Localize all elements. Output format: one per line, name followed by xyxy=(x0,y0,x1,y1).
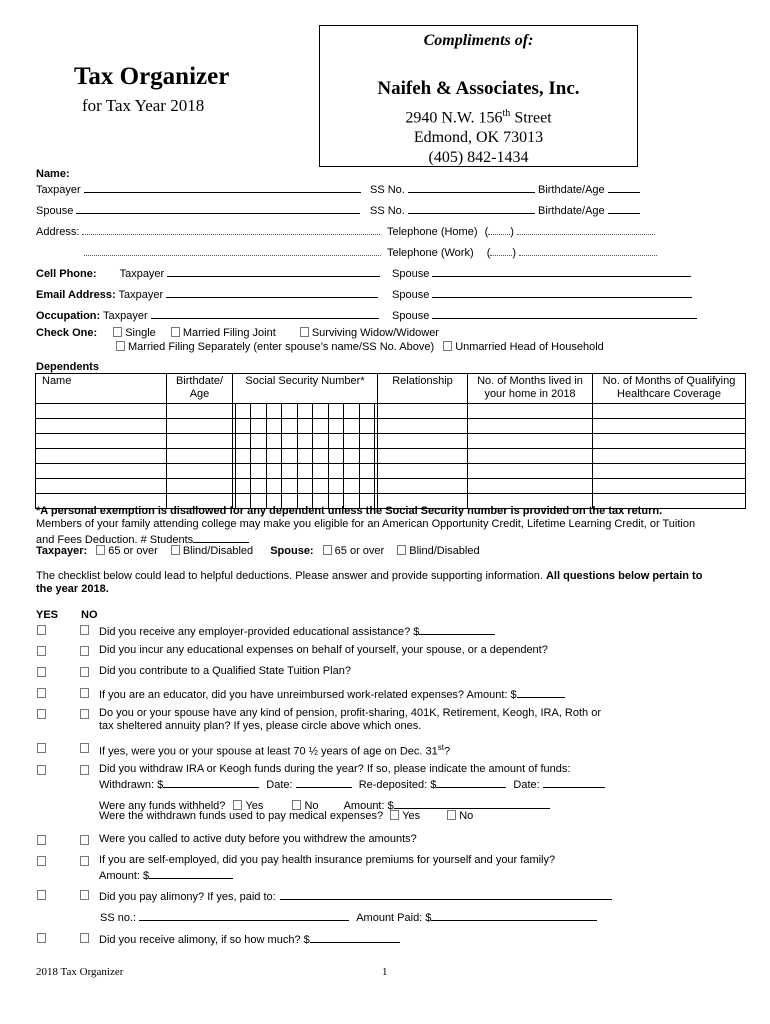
q5-pension-line-2: tax sheltered annuity plan? If yes, please circle above which ones. xyxy=(99,720,422,732)
q4-amount-field[interactable] xyxy=(517,686,565,698)
ssn-digit-box[interactable] xyxy=(266,449,281,463)
q10-yes-checkbox[interactable] xyxy=(37,890,46,900)
q8-no-checkbox[interactable] xyxy=(80,835,89,845)
taxpayer-label: Taxpayer xyxy=(36,184,81,196)
spouse-65-label: 65 or over xyxy=(334,545,385,557)
q9-yes-checkbox[interactable] xyxy=(37,856,46,866)
ssn-digit-box[interactable] xyxy=(250,449,265,463)
age-blind-row xyxy=(36,545,480,557)
ssn-digit-box[interactable] xyxy=(235,464,250,478)
q2-educational-expenses: Did you incur any educational expenses on behalf of yourself, your spouse, or a dependent? xyxy=(99,644,548,656)
q1-text: Did you receive any employer-provided educational assistance? $ xyxy=(99,626,420,638)
withdrawn-date-label: Date: xyxy=(266,779,293,791)
withheld-amount-label: Amount: $ xyxy=(343,800,394,812)
occupation-spouse-row xyxy=(392,307,697,322)
ssn-digit-box[interactable] xyxy=(359,419,375,433)
ssn-digit-box[interactable] xyxy=(343,479,358,493)
dependent-cell[interactable] xyxy=(36,464,167,479)
dependent-cell[interactable] xyxy=(36,479,167,494)
q6-yes-checkbox[interactable] xyxy=(37,743,46,753)
ssn-digit-box[interactable] xyxy=(235,419,250,433)
tel-work-area-field[interactable] xyxy=(490,244,512,256)
medical-label: Were the withdrawn funds used to pay medical expenses? xyxy=(99,810,384,822)
compliments-box xyxy=(319,25,638,167)
q11-alimony-received xyxy=(99,931,400,947)
single-checkbox[interactable] xyxy=(113,327,122,337)
ssn-digit-box[interactable] xyxy=(281,434,296,448)
dependent-row xyxy=(36,449,746,464)
q11-yes-checkbox[interactable] xyxy=(37,933,46,943)
q7-withdrawn-row xyxy=(99,776,605,792)
address-field-1[interactable] xyxy=(82,223,380,235)
occupation-row xyxy=(36,307,379,322)
occupation-spouse-field[interactable] xyxy=(432,307,697,319)
q6-text: If yes, were you or your spouse at least 70 ½ years of age on Dec. 31 xyxy=(99,745,438,758)
q4-text: If you are an educator, did you have unreimbursed work-related expenses? Amount: $ xyxy=(99,689,517,701)
ssn-digit-box[interactable] xyxy=(312,419,327,433)
q4-no-checkbox[interactable] xyxy=(80,688,89,698)
ssn-digit-box[interactable] xyxy=(328,404,343,418)
redeposited-date-field[interactable] xyxy=(543,776,605,788)
taxpayer-birthdate-label: Birthdate/Age xyxy=(537,184,605,196)
taxpayer-65-checkbox[interactable] xyxy=(96,545,105,555)
filing-status-row-2 xyxy=(116,341,604,353)
dependent-cell[interactable] xyxy=(36,434,167,449)
students-label: and Fees Deduction. # Students xyxy=(36,534,194,546)
ssn-digit-box[interactable] xyxy=(266,479,281,493)
exemption-note: *A personal exemption is disallowed for any dependent unless the Social Security number is provided on the tax return. xyxy=(36,505,663,517)
ssn-digit-box[interactable] xyxy=(281,449,296,463)
students-count-field[interactable] xyxy=(193,531,249,543)
taxpayer-65-label: 65 or over xyxy=(108,545,158,557)
dependent-cell[interactable] xyxy=(378,434,468,449)
ssn-digit-box[interactable] xyxy=(266,404,281,418)
dependent-cell[interactable] xyxy=(167,419,233,434)
tel-work-field[interactable] xyxy=(519,244,657,256)
redeposited-date-label: Date: xyxy=(513,779,540,791)
dependent-cell[interactable] xyxy=(167,449,233,464)
ssn-digit-box[interactable] xyxy=(328,419,343,433)
address-row-2 xyxy=(84,244,381,259)
dependent-cell[interactable] xyxy=(593,479,746,494)
occupation-spouse-label: Spouse xyxy=(392,310,430,322)
widow-checkbox[interactable] xyxy=(300,327,309,337)
q1-yes-checkbox[interactable] xyxy=(37,625,46,635)
spouse-name-field[interactable] xyxy=(76,202,360,214)
ssn-digit-box[interactable] xyxy=(281,479,296,493)
dependent-row xyxy=(36,434,746,449)
dependent-cell[interactable] xyxy=(468,479,593,494)
q5-no-checkbox[interactable] xyxy=(80,709,89,719)
dependent-cell[interactable] xyxy=(36,419,167,434)
address-line-2: Edmond, OK 73013 xyxy=(413,129,544,147)
q9-amount-field[interactable] xyxy=(149,867,233,879)
single-label: Single xyxy=(125,327,156,339)
q11-no-checkbox[interactable] xyxy=(80,933,89,943)
dependent-cell[interactable] xyxy=(233,404,378,419)
col-ssn: Social Security Number* xyxy=(233,374,378,404)
medical-no-checkbox[interactable] xyxy=(447,810,456,820)
dependent-cell[interactable] xyxy=(36,404,167,419)
ssn-digit-box[interactable] xyxy=(359,464,375,478)
dependent-cell[interactable] xyxy=(233,464,378,479)
q6-no-checkbox[interactable] xyxy=(80,743,89,753)
ssn-digit-grid xyxy=(235,434,375,448)
col-months-coverage: No. of Months of Qualifying Healthcare Coverage xyxy=(593,374,746,404)
ssn-digit-box[interactable] xyxy=(281,404,296,418)
tel-work-row xyxy=(387,244,657,259)
no-heading: NO xyxy=(81,609,98,621)
cell-spouse-label: Spouse xyxy=(392,268,430,280)
q3-tuition-plan: Did you contribute to a Qualified State Tuition Plan? xyxy=(99,665,351,677)
ssn-digit-box[interactable] xyxy=(266,464,281,478)
alimony-received-field[interactable] xyxy=(310,931,400,943)
ssn-digit-box[interactable] xyxy=(328,449,343,463)
alimony-ssn-label: SS no.: xyxy=(100,912,137,924)
ssn-digit-box[interactable] xyxy=(235,404,250,418)
ssn-digit-box[interactable] xyxy=(297,404,312,418)
filing-status-row-1 xyxy=(36,327,439,339)
taxpayer-name-field[interactable] xyxy=(84,181,361,193)
cell-spouse-row xyxy=(392,265,691,280)
q10-alimony-paid xyxy=(99,888,612,904)
medical-yes-label: Yes xyxy=(402,810,421,822)
ssn-digit-box[interactable] xyxy=(359,449,375,463)
taxpayer-blind-checkbox[interactable] xyxy=(171,545,180,555)
withheld-no-checkbox[interactable] xyxy=(292,800,301,810)
ssn-digit-grid xyxy=(235,449,375,463)
ssn-digit-box[interactable] xyxy=(250,419,265,433)
spouse-birthdate-field[interactable] xyxy=(608,202,640,214)
firm-name: Naifeh & Associates, Inc. xyxy=(377,78,580,99)
name-heading: Name: xyxy=(36,168,70,180)
withheld-yes-checkbox[interactable] xyxy=(233,800,242,810)
q1-no-checkbox[interactable] xyxy=(80,625,89,635)
q8-active-duty: Were you called to active duty before you withdrew the amounts? xyxy=(99,833,417,845)
dependent-cell[interactable] xyxy=(167,464,233,479)
taxpayer-row xyxy=(36,181,361,196)
q6-age-70 xyxy=(99,741,450,759)
hoh-label: Unmarried Head of Household xyxy=(455,341,604,353)
cell-phone-row xyxy=(36,265,380,280)
tel-work-paren-close: ) xyxy=(512,247,517,259)
dependent-cell[interactable] xyxy=(378,419,468,434)
document-title: Tax Organizer xyxy=(74,63,230,90)
dependents-header-row xyxy=(36,374,746,404)
age-spouse-label: Spouse: xyxy=(270,545,314,557)
dependent-cell[interactable] xyxy=(593,434,746,449)
mfs-checkbox[interactable] xyxy=(116,341,125,351)
ssn-digit-box[interactable] xyxy=(250,404,265,418)
dependent-row xyxy=(36,479,746,494)
alimony-ssn-field[interactable] xyxy=(139,909,349,921)
withdrawn-amount-field[interactable] xyxy=(163,776,259,788)
q10-ssn-row xyxy=(100,909,597,925)
footer-title: 2018 Tax Organizer xyxy=(36,966,124,978)
address-label: Address: xyxy=(36,226,80,238)
ssn-digit-box[interactable] xyxy=(359,404,375,418)
firm-phone: (405) 842-1434 xyxy=(428,149,529,167)
dependent-cell[interactable] xyxy=(593,464,746,479)
q5-pension-line-1: Do you or your spouse have any kind of pension, profit-sharing, 401K, Retirement, Keogh, IRA, Roth or xyxy=(99,707,601,719)
taxpayer-blind-label: Blind/Disabled xyxy=(182,545,254,557)
checklist-intro-2: the year 2018. xyxy=(36,583,109,595)
q11-text: Did you receive alimony, if so how much? $ xyxy=(99,934,310,946)
col-relationship: Relationship xyxy=(378,374,468,404)
document-subtitle: for Tax Year 2018 xyxy=(82,96,205,115)
firm-address xyxy=(320,104,637,168)
dependents-heading: Dependents xyxy=(36,361,99,373)
ssn-digit-grid xyxy=(235,464,375,478)
q4-yes-checkbox[interactable] xyxy=(37,688,46,698)
ssn-digit-box[interactable] xyxy=(250,464,265,478)
ssn-digit-box[interactable] xyxy=(297,464,312,478)
ssn-digit-box[interactable] xyxy=(359,434,375,448)
q9-no-checkbox[interactable] xyxy=(80,856,89,866)
dependent-cell[interactable] xyxy=(167,434,233,449)
ssn-digit-box[interactable] xyxy=(312,449,327,463)
dependent-cell[interactable] xyxy=(378,479,468,494)
ssn-digit-box[interactable] xyxy=(297,419,312,433)
address-row xyxy=(36,223,380,238)
mfs-label: Married Filing Separately (enter spouse’s name/SS No. Above) xyxy=(128,341,435,353)
q10-no-checkbox[interactable] xyxy=(80,890,89,900)
q3-yes-checkbox[interactable] xyxy=(37,667,46,677)
ssn-digit-box[interactable] xyxy=(297,434,312,448)
dependent-cell[interactable] xyxy=(378,404,468,419)
col-months-home: No. of Months lived in your home in 2018 xyxy=(468,374,593,404)
taxpayer-ssn-row xyxy=(370,181,640,196)
tel-home-paren-open: ( xyxy=(484,226,489,238)
ssn-digit-box[interactable] xyxy=(281,419,296,433)
q3-no-checkbox[interactable] xyxy=(80,667,89,677)
dependent-cell[interactable] xyxy=(593,419,746,434)
dependent-cell[interactable] xyxy=(468,419,593,434)
withdrawn-date-field[interactable] xyxy=(296,776,352,788)
college-line-2 xyxy=(36,531,249,546)
dependent-cell[interactable] xyxy=(233,434,378,449)
ssn-digit-box[interactable] xyxy=(343,464,358,478)
q6-end: ? xyxy=(443,745,451,758)
occupation-taxpayer-field[interactable] xyxy=(151,307,379,319)
ssn-digit-box[interactable] xyxy=(266,434,281,448)
taxpayer-ssn-field[interactable] xyxy=(408,181,535,193)
check-one-label: Check One: xyxy=(36,327,98,339)
dependent-cell[interactable] xyxy=(167,404,233,419)
ssn-digit-box[interactable] xyxy=(343,449,358,463)
alimony-paid-to-field[interactable] xyxy=(280,888,612,900)
medical-no-label: No xyxy=(459,810,474,822)
col-birthdate: Birthdate/ Age xyxy=(167,374,233,404)
withheld-amount-field[interactable] xyxy=(394,797,550,809)
ssn-digit-box[interactable] xyxy=(312,479,327,493)
ssn-digit-box[interactable] xyxy=(250,434,265,448)
email-row xyxy=(36,286,378,301)
tel-home-label: Telephone (Home) xyxy=(387,226,478,238)
email-spouse-label: Spouse xyxy=(392,289,430,301)
ssn-digit-grid xyxy=(235,479,375,493)
ssn-digit-box[interactable] xyxy=(343,434,358,448)
spouse-65-checkbox[interactable] xyxy=(323,545,332,555)
compliments-heading: Compliments of: xyxy=(423,32,534,49)
ssn-digit-grid xyxy=(235,419,375,433)
college-line-1: Members of your family attending college may make you eligible for an American Opportunity Credit, Lifetime Learning Credit, or Tuition xyxy=(36,518,696,530)
q7-medical-row xyxy=(99,810,473,823)
ssn-digit-box[interactable] xyxy=(328,479,343,493)
q1-employer-education xyxy=(99,623,495,639)
dependent-cell[interactable] xyxy=(593,449,746,464)
email-spouse-field[interactable] xyxy=(432,286,692,298)
cell-taxpayer-label: Taxpayer xyxy=(119,268,165,280)
q1-amount-field[interactable] xyxy=(419,623,495,635)
q9-amount-row xyxy=(99,867,233,883)
spouse-birthdate-label: Birthdate/Age xyxy=(537,205,605,217)
ssn-digit-box[interactable] xyxy=(235,449,250,463)
checklist-intro-bold: All questions below pertain to xyxy=(545,570,703,582)
ssn-digit-grid xyxy=(235,404,375,418)
dependent-cell[interactable] xyxy=(378,464,468,479)
ssn-digit-box[interactable] xyxy=(266,419,281,433)
amount-paid-field[interactable] xyxy=(431,909,597,921)
taxpayer-ssn-label: SS No. xyxy=(370,184,405,196)
mfj-checkbox[interactable] xyxy=(171,327,180,337)
cell-phone-label: Cell Phone: xyxy=(36,268,97,280)
dependent-cell[interactable] xyxy=(593,404,746,419)
ssn-digit-box[interactable] xyxy=(328,464,343,478)
dependent-cell[interactable] xyxy=(36,449,167,464)
q7-yes-checkbox[interactable] xyxy=(37,765,46,775)
tel-home-area-field[interactable] xyxy=(488,223,510,235)
age-taxpayer-label: Taxpayer: xyxy=(36,545,88,557)
q5-yes-checkbox[interactable] xyxy=(37,709,46,719)
email-taxpayer-field[interactable] xyxy=(166,286,378,298)
dependent-cell[interactable] xyxy=(378,449,468,464)
q9-health-insurance: If you are self-employed, did you pay health insurance premiums for yourself and your family? xyxy=(99,854,556,866)
tel-home-row xyxy=(387,223,655,238)
dependent-row xyxy=(36,404,746,419)
hoh-checkbox[interactable] xyxy=(443,341,452,351)
withheld-label: Were any funds withheld? xyxy=(99,800,226,812)
tel-home-paren-close: ) xyxy=(510,226,514,238)
spouse-blind-label: Blind/Disabled xyxy=(409,545,480,557)
ssn-digit-box[interactable] xyxy=(250,479,265,493)
page-number: 1 xyxy=(382,966,388,978)
withheld-yes-label: Yes xyxy=(245,800,264,812)
occupation-label: Occupation: xyxy=(36,310,101,322)
redeposited-label: Re-deposited: $ xyxy=(358,779,437,791)
email-spouse-row xyxy=(392,286,692,301)
dependent-cell[interactable] xyxy=(468,404,593,419)
widow-label: Surviving Widow/Widower xyxy=(311,327,439,339)
email-label: Email Address: xyxy=(36,289,116,301)
ssn-digit-box[interactable] xyxy=(328,434,343,448)
ssn-digit-box[interactable] xyxy=(359,479,375,493)
q6-sup: st xyxy=(437,743,444,752)
q9-amount-label: Amount: $ xyxy=(99,870,150,882)
taxpayer-birthdate-field[interactable] xyxy=(608,181,640,193)
dependents-table xyxy=(35,373,746,509)
q2-yes-checkbox[interactable] xyxy=(37,646,46,656)
withdrawn-label: Withdrawn: $ xyxy=(99,779,164,791)
spouse-ssn-row xyxy=(370,202,640,217)
dependent-cell[interactable] xyxy=(468,464,593,479)
dependent-cell[interactable] xyxy=(468,449,593,464)
address-line-1: 2940 N.W. 156th Street xyxy=(405,108,552,127)
ssn-digit-box[interactable] xyxy=(343,404,358,418)
dependent-row xyxy=(36,419,746,434)
spouse-ssn-field[interactable] xyxy=(408,202,535,214)
checklist-intro-plain: The checklist below could lead to helpful deductions. Please answer and provide supporting information. xyxy=(36,570,546,582)
dependent-cell[interactable] xyxy=(233,449,378,464)
dependent-row xyxy=(36,464,746,479)
col-name: Name xyxy=(36,374,167,404)
q2-no-checkbox[interactable] xyxy=(80,646,89,656)
tel-home-field[interactable] xyxy=(517,223,655,235)
cell-spouse-field[interactable] xyxy=(432,265,691,277)
q10-text: Did you pay alimony? If yes, paid to: xyxy=(99,891,276,903)
q7-ira-withdraw: Did you withdraw IRA or Keogh funds during the year? If so, please indicate the amount of funds: xyxy=(99,763,571,775)
dependent-cell[interactable] xyxy=(233,419,378,434)
redeposited-amount-field[interactable] xyxy=(436,776,506,788)
checklist-intro-1 xyxy=(36,570,702,582)
q7-no-checkbox[interactable] xyxy=(80,765,89,775)
yes-heading: YES xyxy=(36,609,59,621)
dependent-cell[interactable] xyxy=(167,479,233,494)
medical-yes-checkbox[interactable] xyxy=(390,810,399,820)
ssn-digit-box[interactable] xyxy=(312,464,327,478)
mfj-label: Married Filing Joint xyxy=(182,327,276,339)
amount-paid-label: Amount Paid: $ xyxy=(356,912,432,924)
dependent-cell[interactable] xyxy=(468,434,593,449)
q8-yes-checkbox[interactable] xyxy=(37,835,46,845)
tel-work-label: Telephone (Work) xyxy=(387,247,474,259)
ssn-digit-box[interactable] xyxy=(312,434,327,448)
ssn-digit-box[interactable] xyxy=(235,434,250,448)
tel-work-paren-open: ( xyxy=(486,247,491,259)
ssn-digit-box[interactable] xyxy=(297,479,312,493)
dependent-cell[interactable] xyxy=(233,479,378,494)
ssn-digit-box[interactable] xyxy=(343,419,358,433)
ssn-digit-box[interactable] xyxy=(281,464,296,478)
q4-educator-expenses xyxy=(99,686,565,702)
email-taxpayer-label: Taxpayer xyxy=(118,289,164,301)
ssn-digit-box[interactable] xyxy=(297,449,312,463)
occupation-taxpayer-label: Taxpayer xyxy=(103,310,148,322)
spouse-label: Spouse xyxy=(36,205,74,217)
spouse-ssn-label: SS No. xyxy=(370,205,405,217)
ssn-digit-box[interactable] xyxy=(235,479,250,493)
spouse-blind-checkbox[interactable] xyxy=(397,545,406,555)
ssn-digit-box[interactable] xyxy=(312,404,327,418)
cell-taxpayer-field[interactable] xyxy=(167,265,380,277)
address-field-2[interactable] xyxy=(84,244,381,256)
withheld-no-label: No xyxy=(304,800,319,812)
spouse-row xyxy=(36,202,360,217)
